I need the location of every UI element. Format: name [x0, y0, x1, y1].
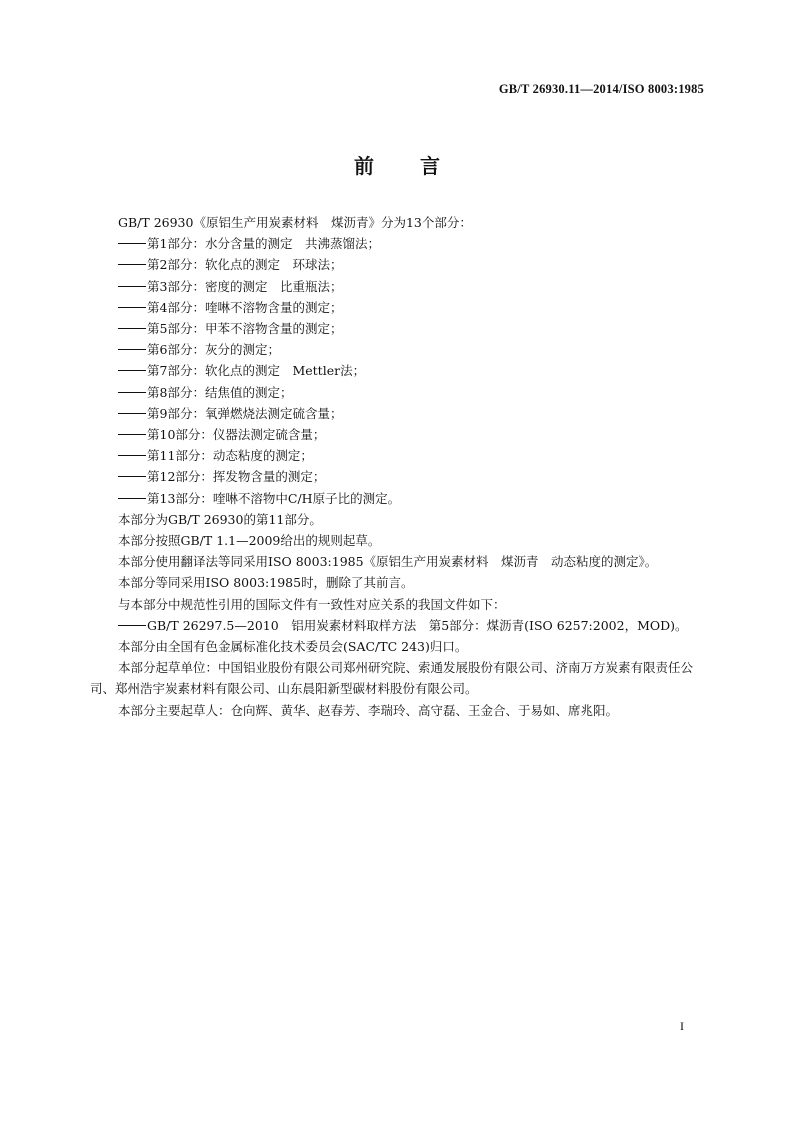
paragraph-text: 本部分等同采用ISO 8003:1985时，删除了其前言。: [118, 575, 414, 591]
list-item: [90, 466, 704, 487]
paragraph-text: 本部分为GB/T 26930的第11部分。: [118, 511, 322, 527]
em-dash-marker: [118, 625, 146, 626]
list-item: [90, 382, 704, 403]
list-item: [90, 254, 704, 275]
em-dash-marker: [118, 434, 146, 435]
paragraph: [90, 636, 704, 657]
list-item: [90, 233, 704, 254]
paragraph: [90, 212, 704, 233]
paragraph-text: 第1部分：水分含量的测定 共沸蒸馏法；: [147, 236, 380, 252]
paragraph-text: 本部分主要起草人：仓向辉、黄华、赵春芳、李瑞玲、高守磊、王金合、于易如、席兆阳。: [118, 702, 619, 718]
paragraph-text: 第13部分：喹啉不溶物中C/H原子比的测定。: [147, 490, 401, 506]
list-item: [90, 276, 704, 297]
foreword-body: [90, 212, 704, 721]
list-item: [90, 297, 704, 318]
paragraph: [90, 572, 704, 593]
list-item: [90, 488, 704, 509]
paragraph-text: 第8部分：结焦值的测定；: [147, 384, 293, 400]
page-title: 前言: [354, 154, 486, 178]
list-item: [90, 615, 704, 636]
paragraph-text: 本部分使用翻译法等同采用ISO 8003:1985《原铝生产用炭素材料 煤沥青 动态粘度的测定》。: [118, 554, 658, 570]
paragraph-text: 本部分由全国有色金属标准化技术委员会(SAC/TC 243)归口。: [118, 639, 468, 655]
em-dash-marker: [118, 370, 146, 371]
paragraph-text: 第2部分：软化点的测定 环球法；: [147, 257, 343, 273]
em-dash-marker: [118, 243, 146, 244]
list-item: [90, 445, 704, 466]
em-dash-marker: [118, 392, 146, 393]
em-dash-marker: [118, 328, 146, 329]
paragraph-text: GB/T 26930《原铝生产用炭素材料 煤沥青》分为13个部分：: [118, 215, 472, 230]
em-dash-marker: [118, 349, 146, 350]
em-dash-marker: [118, 413, 146, 414]
paragraph-text: 第5部分：甲苯不溶物含量的测定；: [147, 321, 343, 337]
standard-code-header: GB/T 26930.11—2014/ISO 8003:1985: [498, 82, 704, 96]
paragraph-text: 本部分起草单位：中国铝业股份有限公司郑州研究院、索通发展股份有限公司、济南万方炭素有限责任公司、郑州浩宇炭素材料有限公司、山东晨阳新型碳材料股份有限公司。: [90, 660, 694, 697]
em-dash-marker: [118, 498, 146, 499]
list-item: [90, 424, 704, 445]
page-number: I: [680, 1019, 684, 1033]
paragraph-text: 第7部分：软化点的测定 Mettler法；: [147, 363, 366, 379]
paragraph-text: 第3部分：密度的测定 比重瓶法；: [147, 278, 343, 294]
paragraph-text: 第9部分：氧弹燃烧法测定硫含量；: [147, 405, 343, 421]
paragraph: [90, 700, 704, 721]
paragraph: [90, 594, 704, 615]
em-dash-marker: [118, 264, 146, 265]
paragraph: [90, 551, 704, 572]
em-dash-marker: [118, 455, 146, 456]
paragraph: [90, 657, 704, 699]
paragraph-text: 与本部分中规范性引用的国际文件有一致性对应关系的我国文件如下：: [118, 596, 506, 612]
paragraph-text: 第11部分：动态粘度的测定；: [147, 448, 313, 464]
list-item: [90, 403, 704, 424]
paragraph-text: 第10部分：仪器法测定硫含量；: [147, 427, 326, 443]
paragraph-text: GB/T 26297.5—2010 铝用炭素材料取样方法 第5部分：煤沥青(ISO 6257:2002，MOD)。: [147, 617, 688, 633]
list-item: [90, 318, 704, 339]
em-dash-marker: [118, 476, 146, 477]
paragraph-text: 第6部分：灰分的测定；: [147, 342, 280, 358]
list-item: [90, 360, 704, 381]
em-dash-marker: [118, 286, 146, 287]
em-dash-marker: [118, 307, 146, 308]
paragraph-text: 第4部分：喹啉不溶物含量的测定；: [147, 299, 343, 315]
paragraph: [90, 530, 704, 551]
paragraph-text: 第12部分：挥发物含量的测定；: [147, 469, 326, 485]
list-item: [90, 339, 704, 360]
paragraph-text: 本部分按照GB/T 1.1—2009给出的规则起草。: [118, 533, 381, 549]
paragraph: [90, 509, 704, 530]
